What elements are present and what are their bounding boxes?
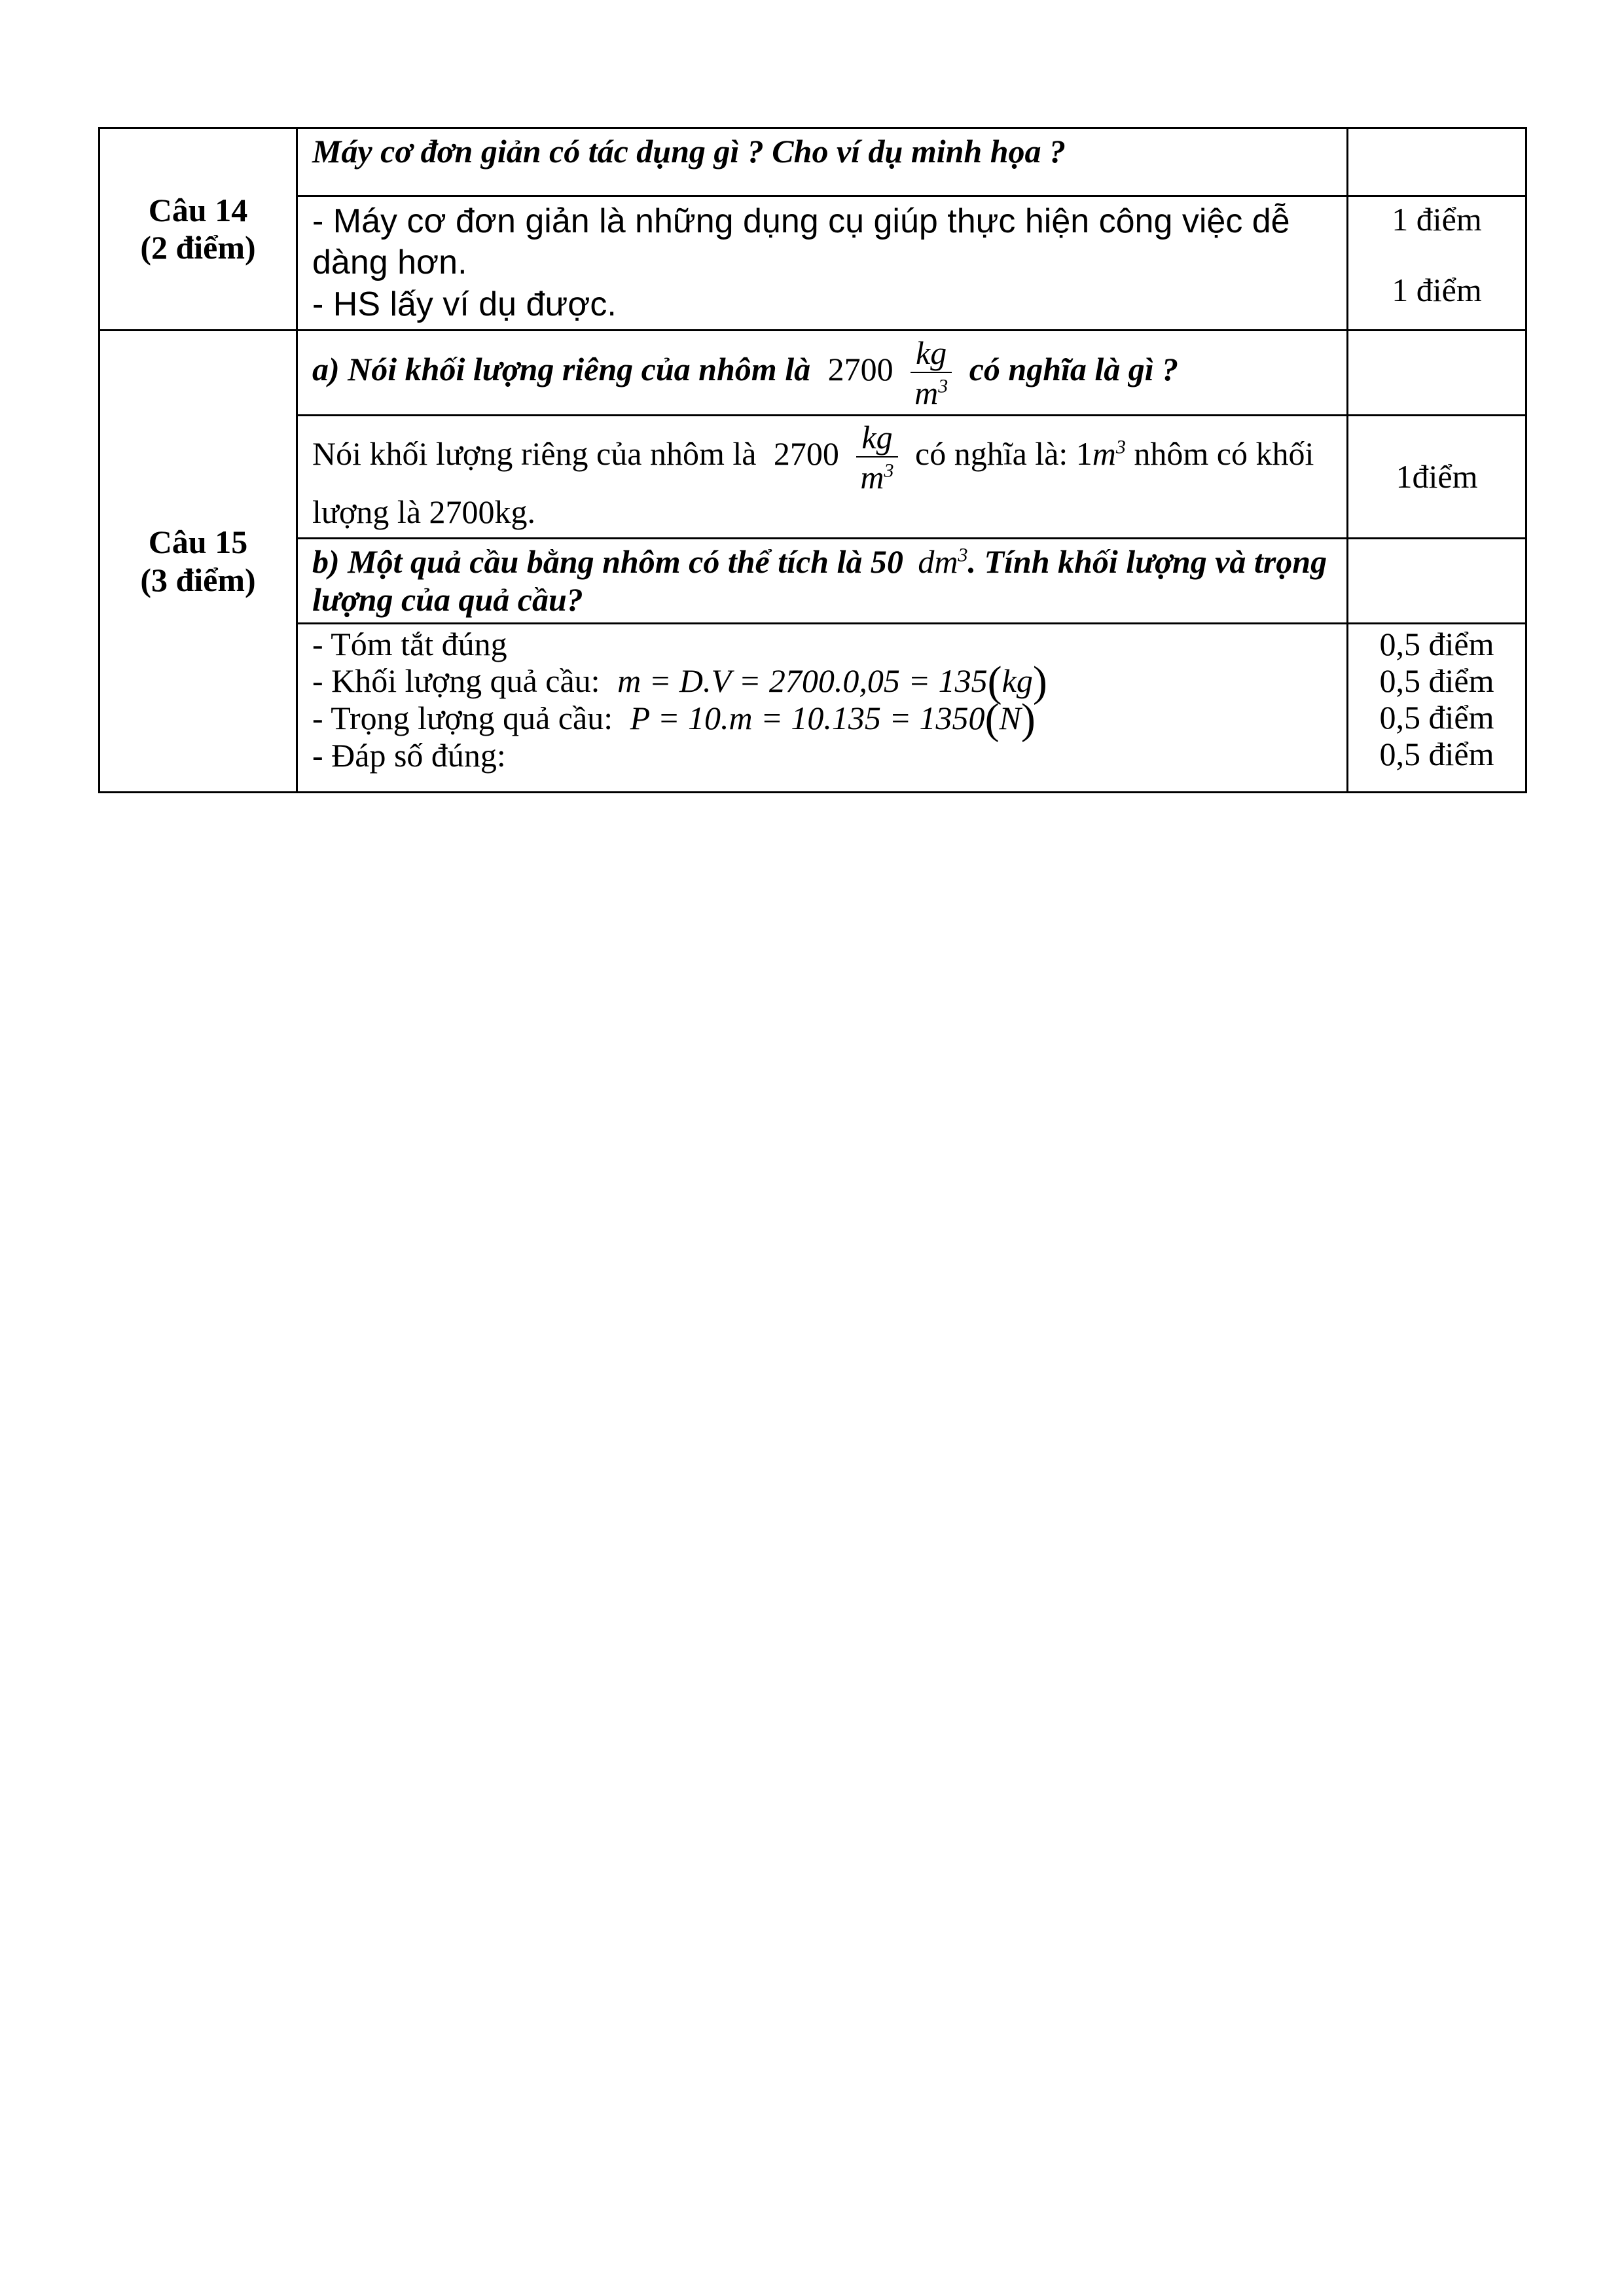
q15b-score-cell — [1348, 624, 1526, 793]
q15b-prompt-post: . Tính khối lượng và trọng lượng của quả cầu? — [312, 543, 1327, 618]
q15a-answer-unit — [856, 420, 897, 494]
q15b-prompt-row — [99, 539, 1526, 624]
q15a-unit-den: $m^3$ — [914, 374, 948, 411]
q15b-volume-unit: $dm^3$ — [918, 543, 968, 581]
q15a-unit-num: kg — [911, 336, 952, 373]
q15b-line3-label: - Trọng lượng quả cầu: — [312, 700, 613, 737]
q15b-score4: 0,5 điểm — [1379, 736, 1494, 773]
q15a-answer-value: 2700 — [773, 435, 839, 473]
q15-points: (3 điểm) — [140, 561, 256, 598]
q15b-answer-cell — [297, 624, 1348, 793]
q15a-one-unit: $m^3$ — [1092, 435, 1126, 473]
q14-prompt-row — [99, 128, 1526, 196]
q15b-prompt — [297, 539, 1348, 624]
q15b-answer-row — [99, 624, 1526, 793]
q15b-line1: - Tóm tắt đúng — [312, 626, 507, 663]
q15b-line2-unit: kg — [1001, 662, 1033, 700]
q15a-prompt-post: có nghĩa là gì ? — [969, 351, 1179, 388]
answer-key-table — [98, 127, 1527, 793]
q15b-score3: 0,5 điểm — [1379, 699, 1494, 736]
q15a-density-unit — [911, 336, 952, 410]
q15-label-cell — [99, 331, 297, 793]
q15a-prompt — [297, 331, 1348, 416]
q15a-answer-mid: có nghĩa là: — [915, 435, 1068, 473]
q15a-answer-unit-den: $m^3$ — [860, 458, 894, 495]
q15a-prompt-row — [99, 331, 1526, 416]
q14-number: Câu 14 — [148, 191, 248, 228]
q15a-prompt-score-cell — [1348, 331, 1526, 416]
q14-score-cell — [1348, 196, 1526, 331]
q15b-prompt-score-cell — [1348, 539, 1526, 624]
q14-prompt: Máy cơ đơn giản có tác dụng gì ? Cho ví dụ minh họa ? — [297, 128, 1348, 196]
q15a-answer-cell — [297, 416, 1348, 539]
q14-score1: 1 điểm — [1392, 201, 1482, 238]
q15a-answer-pre: Nói khối lượng riêng của nhôm là — [312, 435, 757, 473]
q14-answer-line1: - Máy cơ đơn giản là những dụng cụ giúp thực hiện công việc dễ dàng hơn. — [312, 202, 1290, 282]
q15b-line2: - Khối lượng quả cầu: m = D.V = 2700.0,05 = 135(kg) — [312, 658, 1047, 706]
q14-answer-row — [99, 196, 1526, 331]
q15a-score: 1điểm — [1348, 416, 1526, 539]
q15b-line3-unit: N — [999, 700, 1021, 737]
q15b-line2-formula: m = D.V = 2700.0,05 = 135 — [617, 662, 988, 700]
q14-score2: 1 điểm — [1392, 271, 1482, 308]
q14-answer-line2: - HS lấy ví dụ được. — [312, 285, 617, 323]
q14-prompt-score-cell — [1348, 128, 1526, 196]
q15b-line3-formula: P = 10.m = 10.135 = 1350 — [630, 700, 985, 737]
q15a-answer-row — [99, 416, 1526, 539]
q15-number: Câu 15 — [148, 524, 248, 561]
q15a-prompt-pre: a) Nói khối lượng riêng của nhôm là — [312, 351, 811, 388]
q15b-line3: - Trọng lượng quả cầu: P = 10.m = 10.135 = 1350(N) — [312, 695, 1036, 744]
q15a-density-value: 2700 — [827, 351, 893, 388]
q14-answer-cell — [297, 196, 1348, 331]
q14-label-cell — [99, 128, 297, 331]
q15b-line4: - Đáp số đúng: — [312, 736, 506, 774]
q15b-score1: 0,5 điểm — [1379, 626, 1494, 663]
q15b-score2: 0,5 điểm — [1379, 662, 1494, 700]
q15a-answer-unit-num: kg — [856, 420, 897, 457]
q15a-answer-post: nhôm có khối lượng là 2700kg. — [312, 435, 1314, 531]
q15b-line2-label: - Khối lượng quả cầu: — [312, 662, 600, 700]
q14-points: (2 điểm) — [140, 229, 256, 266]
q15b-prompt-pre: b) Một quả cầu bằng nhôm có thể tích là 50 — [312, 543, 903, 581]
q15a-one: 1 — [1075, 435, 1092, 473]
